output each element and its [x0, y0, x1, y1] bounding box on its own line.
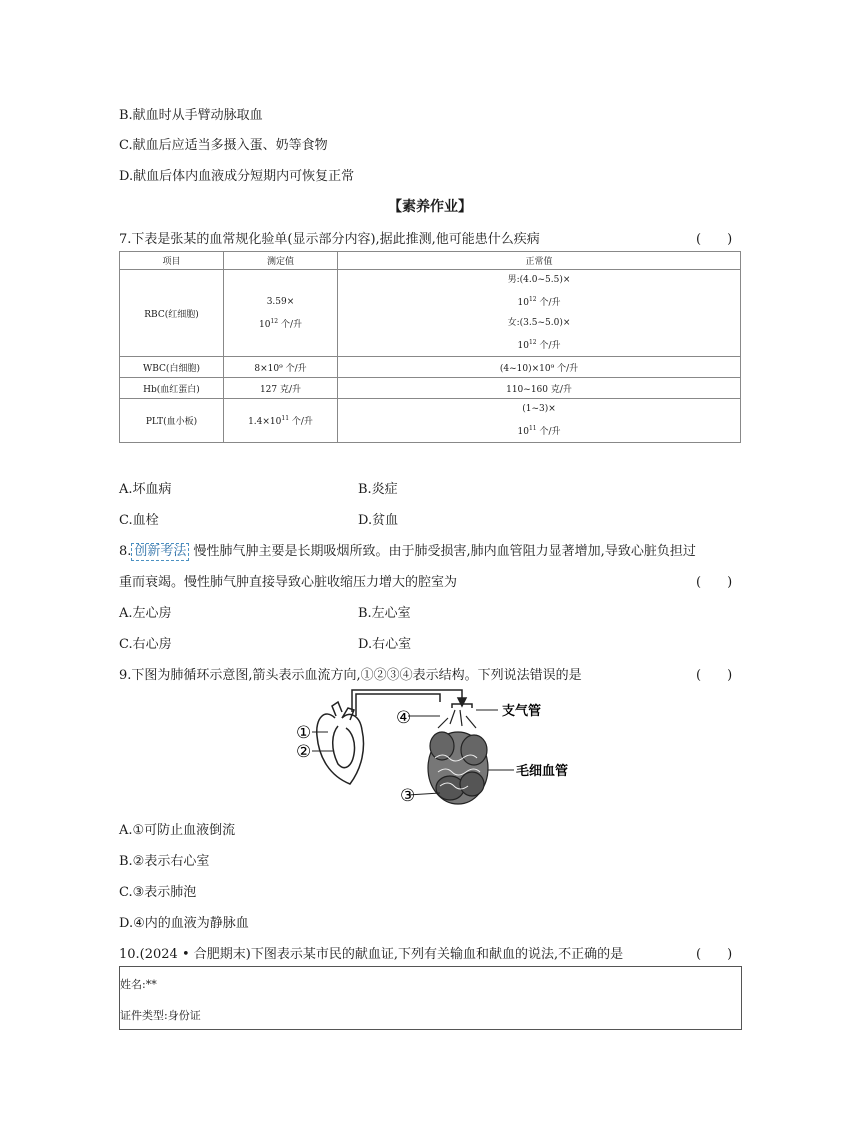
q9-option-a: A.①可防止血液倒流 — [119, 823, 236, 838]
wbc-measured: 8×10⁹ 个/升 — [224, 357, 338, 378]
label-4: ④ — [396, 708, 412, 728]
q8-option-a: A.左心房 — [119, 606, 172, 621]
table-row-wbc — [120, 357, 741, 378]
table-header-measured: 测定值 — [224, 252, 338, 270]
cert-id-type: 证件类型:身份证 — [120, 1009, 201, 1022]
q9-option-c: C.③表示肺泡 — [119, 885, 197, 900]
q8-stem-line-2: 重而衰竭。慢性肺气肿直接导致心脏收缩压力增大的腔室为 — [119, 575, 458, 590]
q8-option-d: D.右心室 — [358, 637, 412, 652]
q9-option-b: B.②表示右心室 — [119, 854, 210, 869]
hb-item: Hb(血红蛋白) — [120, 378, 224, 399]
rbc-measured: 3.59× $10^{12}$ 个/升 — [224, 270, 338, 357]
q10-answer-paren: ( ) — [696, 947, 733, 962]
q7-answer-paren: ( ) — [696, 232, 733, 247]
section-title: 【素养作业】 — [388, 199, 472, 215]
plt-normal: (1~3)× $10^{11}$ 个/升 — [338, 399, 741, 443]
q9-option-d: D.④内的血液为静脉血 — [119, 916, 249, 931]
q7-option-c: C.血栓 — [119, 513, 159, 528]
table-row-hb — [120, 378, 741, 399]
table-header-item: 项目 — [120, 252, 224, 270]
label-3: ③ — [400, 786, 416, 806]
q8-answer-paren: ( ) — [696, 575, 733, 590]
q9-answer-paren: ( ) — [696, 668, 733, 683]
plt-item: PLT(血小板) — [120, 399, 224, 443]
rbc-item: RBC(红细胞) — [120, 270, 224, 357]
hb-normal: 110~160 克/升 — [338, 378, 741, 399]
pulmonary-circulation-diagram — [290, 688, 580, 810]
label-2: ② — [296, 742, 312, 762]
table-row-plt — [120, 399, 741, 443]
hb-measured: 127 克/升 — [224, 378, 338, 399]
wbc-normal: (4~10)×10⁹ 个/升 — [338, 357, 741, 378]
table-row-rbc — [120, 270, 741, 357]
label-capillary: 毛细血管 — [516, 764, 569, 779]
q10-stem: 10.(2024 • 合肥期末)下图表示某市民的献血证,下列有关输血和献血的说法,不正确的是 — [119, 947, 624, 962]
q8-option-c: C.右心房 — [119, 637, 172, 652]
label-1: ① — [296, 723, 312, 743]
label-bronchus: 支气管 — [502, 704, 542, 719]
rbc-normal: 男:(4.0~5.5)× $10^{12}$ 个/升 女:(3.5~5.0)× $10^{12}$ 个/升 — [338, 270, 741, 357]
table-header-normal: 正常值 — [338, 252, 741, 270]
cert-name: 姓名:** — [120, 978, 157, 991]
option-d-prev: D.献血后体内血液成分短期内可恢复正常 — [119, 169, 355, 184]
blood-donation-certificate — [119, 966, 742, 1030]
q7-option-d: D.贫血 — [358, 513, 399, 528]
q8-stem-line-1: 8. 创新考法 慢性肺气肿主要是长期吸烟所致。由于肺受损害,肺内血管阻力显著增加,导致心脏负担过 — [119, 544, 696, 559]
q7-stem: 7.下表是张某的血常规化验单(显示部分内容),据此推测,他可能患什么疾病 — [119, 232, 540, 247]
q9-stem: 9.下图为肺循环示意图,箭头表示血流方向,①②③④表示结构。下列说法错误的是 — [119, 668, 582, 683]
q7-option-b: B.炎症 — [358, 482, 398, 497]
option-b-prev: B.献血时从手臂动脉取血 — [119, 108, 263, 123]
q8-option-b: B.左心室 — [358, 606, 411, 621]
q7-option-a: A.坏血病 — [119, 482, 172, 497]
plt-measured: $1.4\times 10^{11}$ 个/升 — [224, 399, 338, 443]
blood-test-table — [119, 251, 741, 443]
wbc-item: WBC(白细胞) — [120, 357, 224, 378]
lung-alveoli — [428, 710, 488, 804]
q8-tag: 创新考法 — [131, 543, 189, 561]
option-c-prev: C.献血后应适当多摄入蛋、奶等食物 — [119, 138, 328, 153]
